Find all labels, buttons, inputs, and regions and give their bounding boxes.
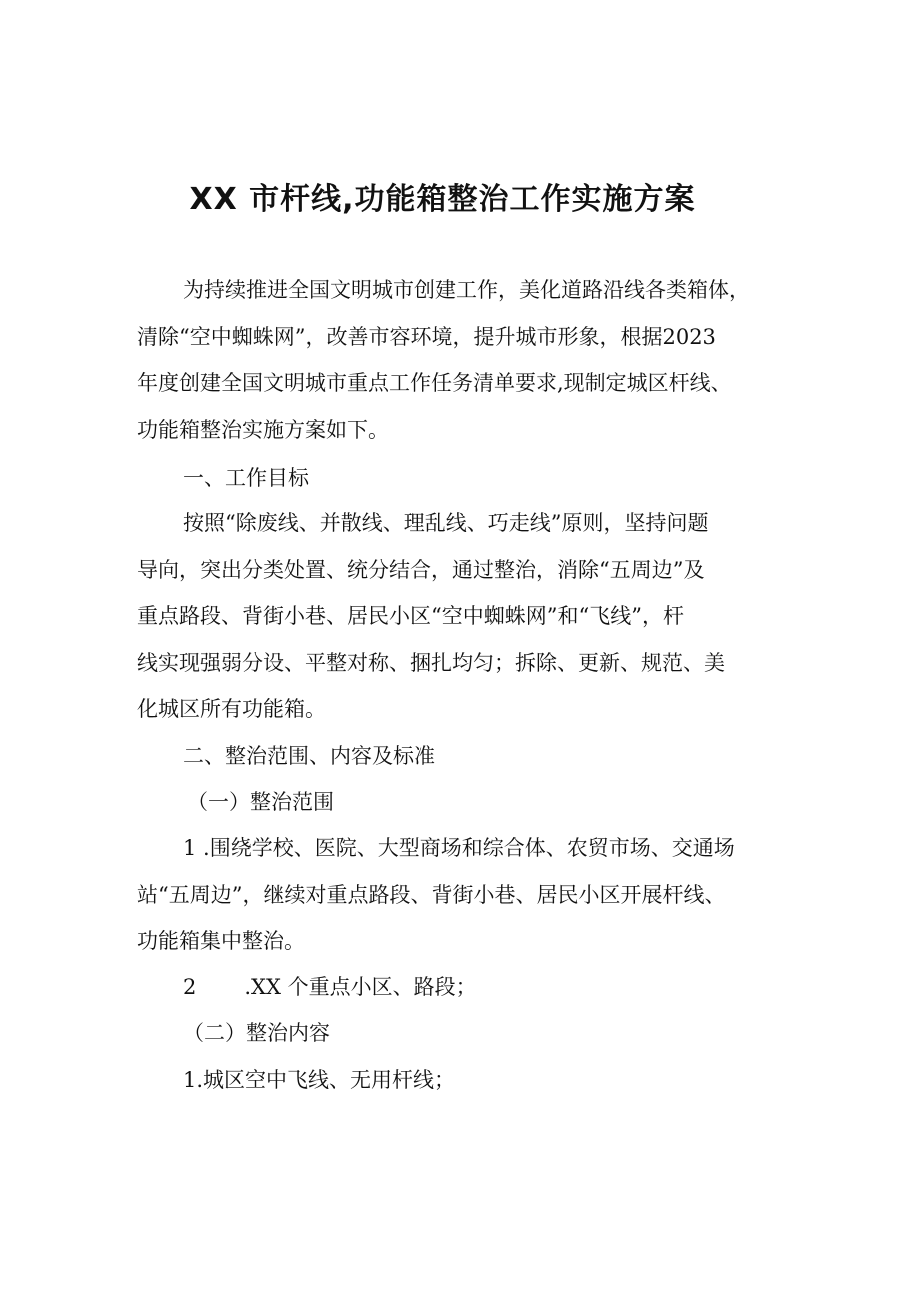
item-3-paragraph [137,1057,797,1104]
item-1-line: 站“五周边”，继续对重点路段、背街小巷、居民小区开展杆线、 [137,882,726,907]
goals-line: 重点路段、背街小巷、居民小区“空中蜘蛛网”和“飞线”，杆 [137,604,684,628]
item-1-line: 1 .围绕学校、医院、大型商场和综合体、农贸市场、交通场 [183,836,735,860]
section-heading-text: 二、整治范围、内容及标准 [183,744,435,768]
goals-line: 按照“除废线、并散线、理乱线、巧走线”原则，坚持问题 [183,511,709,535]
document-title: XX 市杆线,功能箱整治工作实施方案 [189,182,696,217]
section-heading-goals [137,455,797,502]
item-2-text: .XX 个重点小区、路段； [244,975,477,999]
intro-line: 年度创建全国文明城市重点工作任务清单要求,现制定城区杆线、 [137,371,732,395]
goals-line: 导向，突出分类处置、统分结合，通过整治，消除“五周边”及 [137,557,705,582]
item-2-line [137,964,797,1011]
section-heading-scope [137,733,797,780]
intro-line: 为持续推进全国文明城市创建工作，美化道路沿线各类箱体， [183,278,750,302]
item-3-line: 1.城区空中飞线、无用杆线； [183,1068,456,1092]
intro-line: 功能箱整治实施方案如下。 [137,417,389,442]
subsection-heading-text: （一）整治范围 [187,790,334,814]
item-2-paragraph [137,964,797,1011]
item-1-line: 功能箱集中整治。 [137,929,305,953]
section-heading-text: 一、工作目标 [183,466,309,490]
subsection-heading-text: （二）整治内容 [183,1021,330,1045]
goals-line: 线实现强弱分设、平整对称、捆扎均匀；拆除、更新、规范、美 [137,650,725,675]
intro-paragraph [137,267,797,453]
goals-line: 化城区所有功能箱。 [137,697,326,721]
subsection-heading-scope [137,779,797,826]
goals-paragraph [137,500,797,733]
item-2-number: 2 [183,975,197,999]
subsection-heading-content [137,1010,797,1057]
item-1-paragraph [137,825,797,965]
intro-line: 清除“空中蜘蛛网”，改善市容环境，提升城市形象，根据2023 [137,324,716,349]
